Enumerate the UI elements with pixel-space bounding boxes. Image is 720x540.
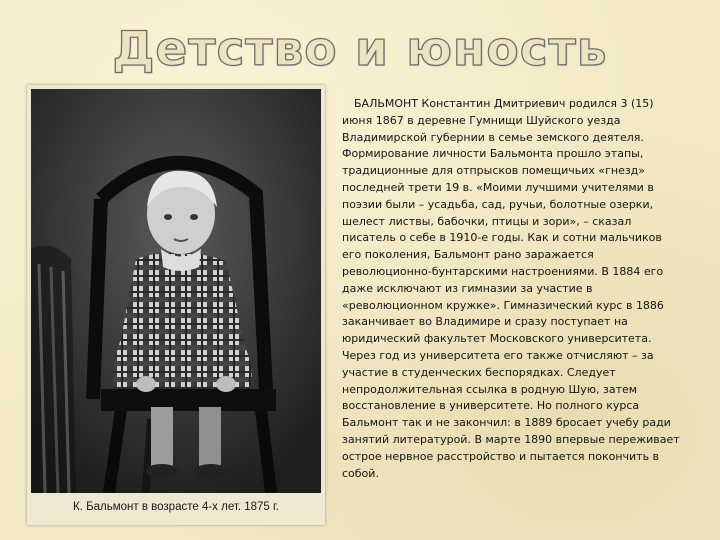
slide-title: Детство и юность [112, 22, 608, 77]
biography-text: БАЛЬМОНТ Константин Дмитриевич родился 3 (15) июня 1867 в деревне Гумнищи Шуйского уезда Владимирской губернии в семье земского деятеля. Формирование личности Бальмонта прошло этапы, традиционные для отпрысков помещичьих «гнезд» последней трети 19 в. «Моими лучшими учителями в поэзии были – усадьба, сад, ручьи, болотные озерки, шелест листвы, бабочки, птицы и зори», – сказал писатель о себе в 1910-е годы. Как и сотни мальчиков его поколения, Бальмонт рано заражается революционно-бунтарскими настроениями. В 1884 его даже исключают из гимназии за участие в «революционном кружке». Гимназический курс в 1886 заканчивает во Владимире и сразу поступает на юридический факультет Московского университета. Через год из университета его также отчисляют – за участие в студенческих беспорядках. Следует непродолжительная ссылка в родную Шую, затем восстановление в университете. Но полного курса Бальмонт так и не закончил: в 1889 бросает учебу ради занятий литературой. В марте 1890 впервые переживает острое нервное расстройство и пытается покончить в собой. [342, 97, 680, 480]
photo-frame [27, 85, 325, 525]
portrait-photo-illustration [31, 89, 321, 493]
portrait-photo [31, 89, 321, 493]
photo-caption: К. Бальмонт в возрасте 4-х лет. 1875 г. [73, 501, 279, 513]
